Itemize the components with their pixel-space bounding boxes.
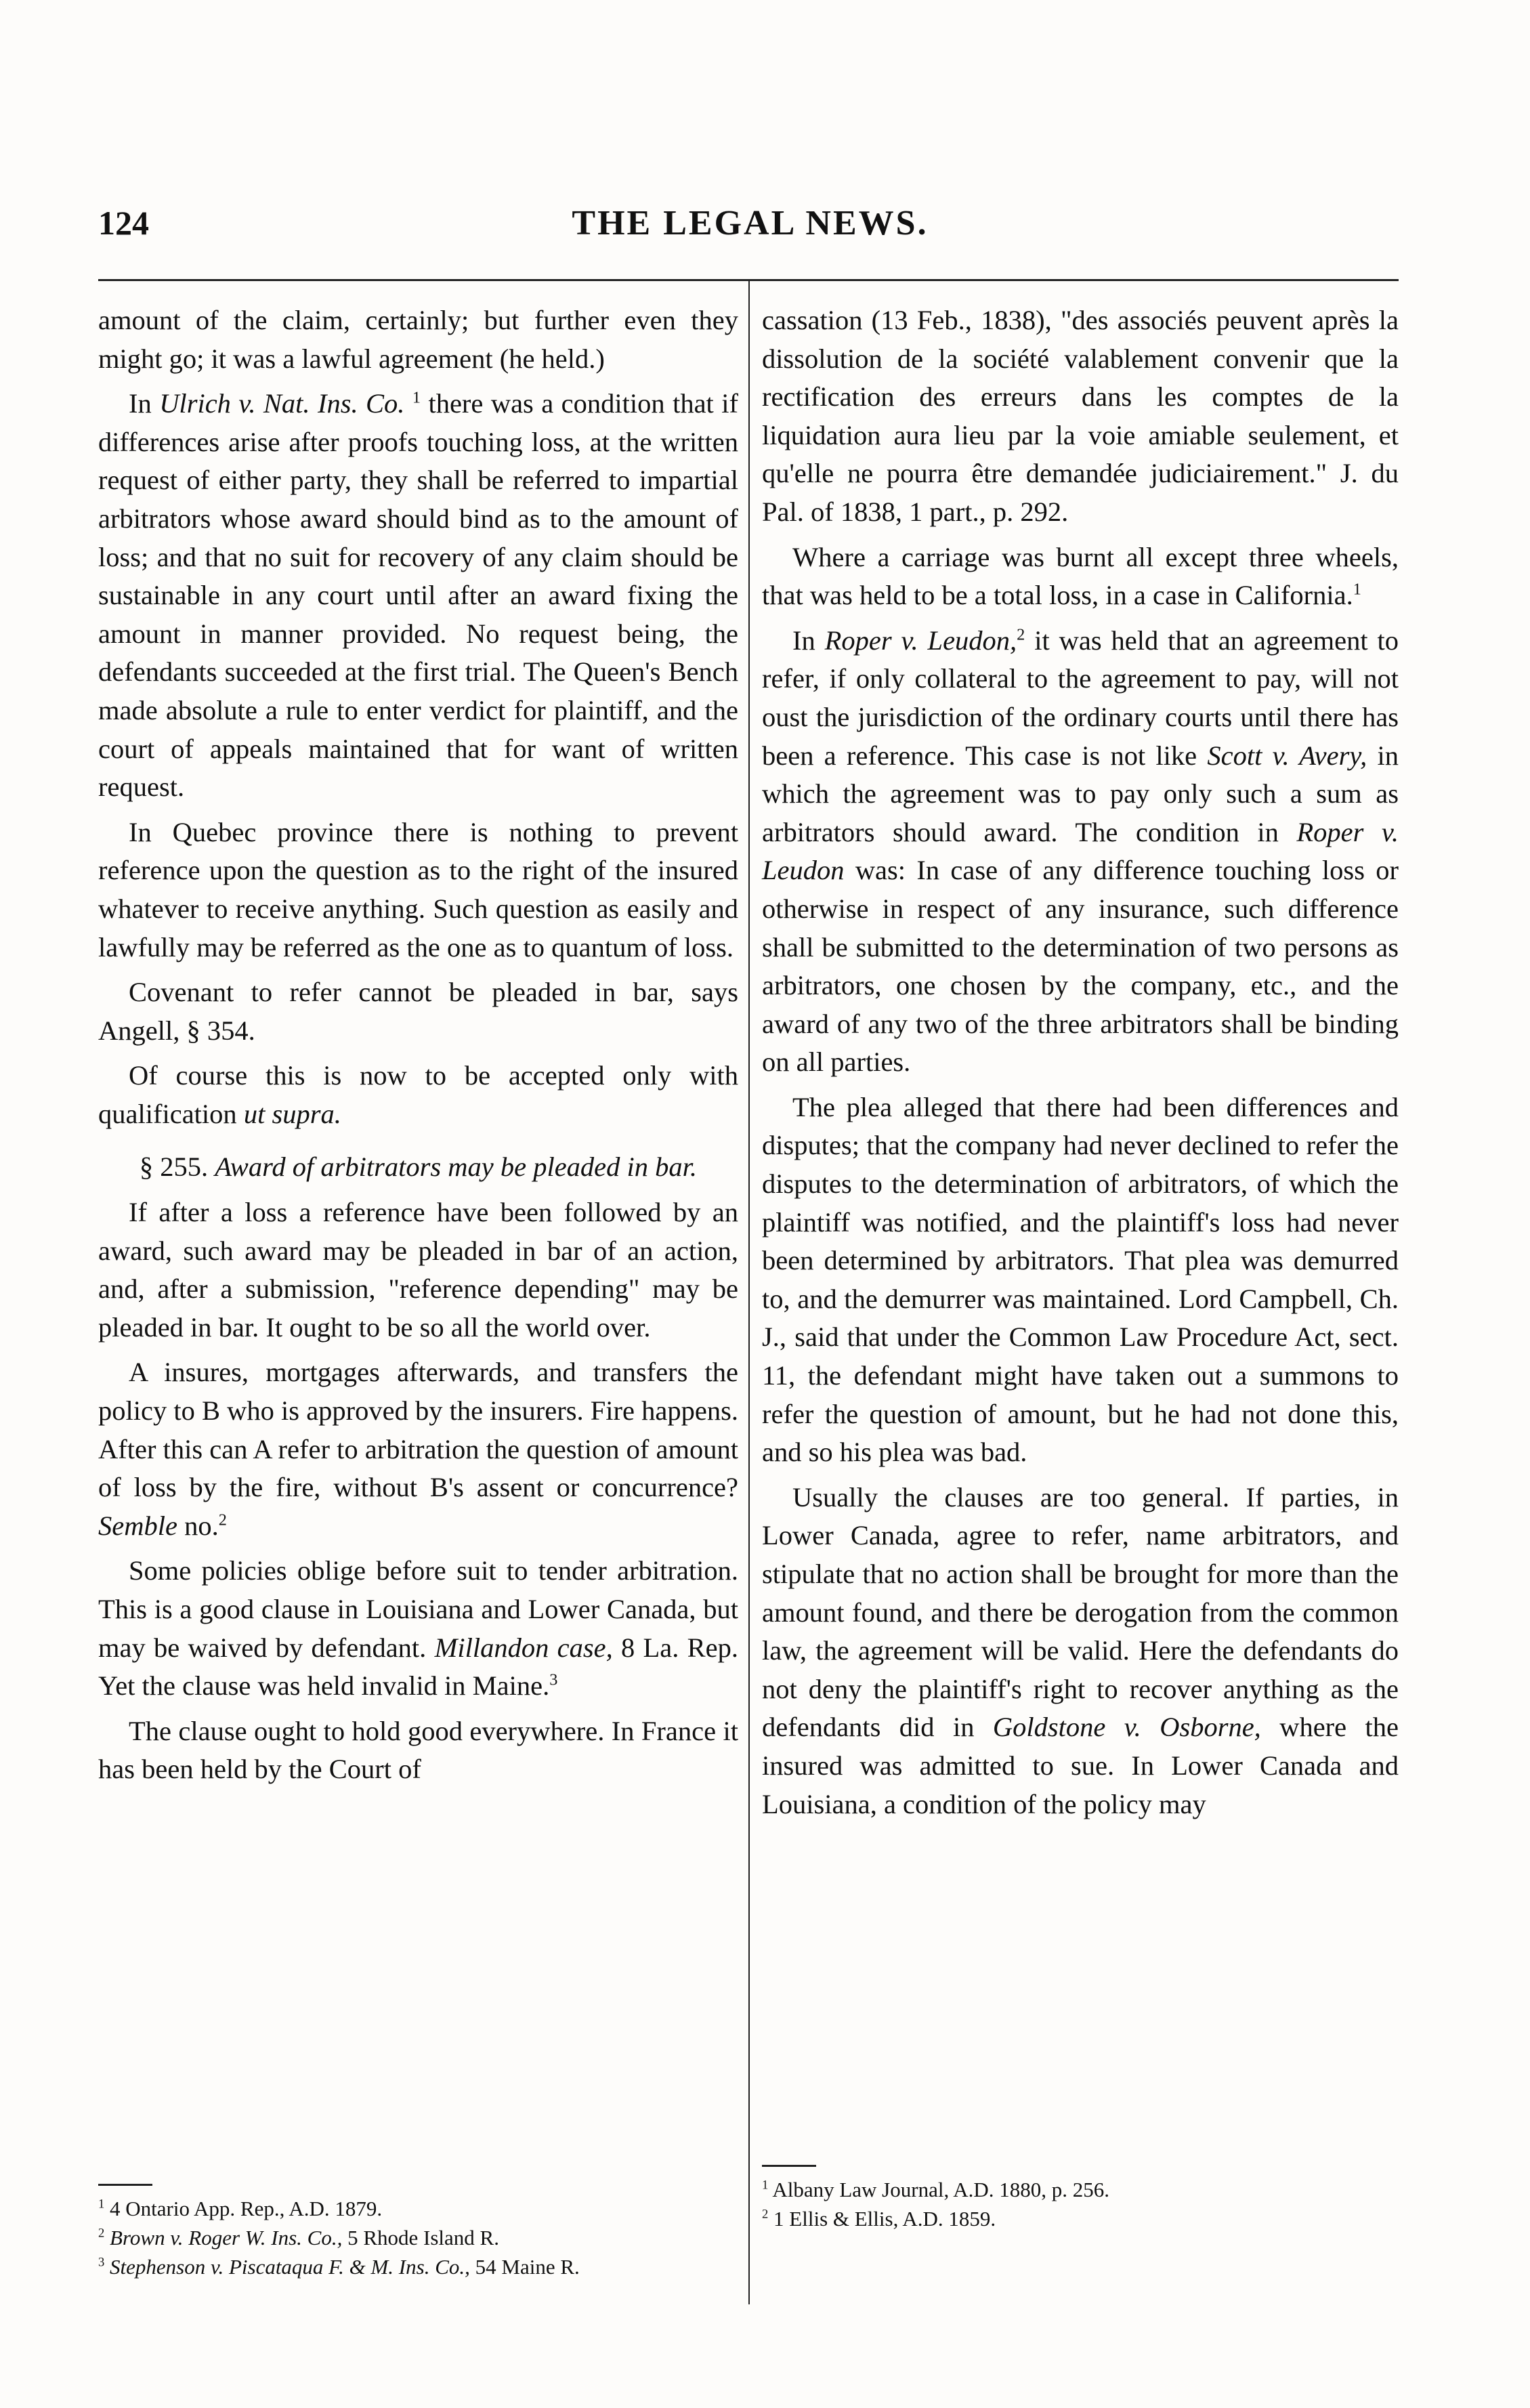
paragraph-text: no.	[184, 1510, 219, 1541]
footnote-ref: 2	[218, 1511, 227, 1529]
paragraph	[98, 1552, 738, 1705]
paragraph-text: Some policies oblige before suit to tender arbitration. This is a good clause in Louisiana and Lower Canada, but may be waived by defendant.	[98, 1555, 738, 1663]
paragraph-text: there was a condition that if differences arise after proofs touching loss, at the written request of either party, they shall be referred to impartial arbitrators whose award should bind as to the amount of loss; and that no suit for recovery of any claim should be sustainable in any court until after an award fixing the amount in manner provided. No request being, the defendants succeeded at the first trial. The Queen's Bench made absolute a rule to enter verdict for plaintiff, and the court of appeals maintained that for want of written request.	[98, 388, 738, 803]
footnote-rule	[98, 2184, 152, 2186]
footnote-ref: 2	[1017, 625, 1025, 644]
right-footnotes	[762, 2142, 1399, 2233]
footnote-text: 5 Rhode Island R.	[347, 2226, 499, 2249]
section-heading	[98, 1148, 738, 1187]
footnote-mark: 3	[98, 2255, 105, 2270]
paragraph	[98, 973, 738, 1050]
footnote-ref: 1	[1353, 580, 1361, 599]
footnote-mark: 2	[762, 2207, 769, 2222]
paragraph	[762, 1479, 1399, 1823]
paragraph	[98, 385, 738, 807]
footnote-text: 4 Ontario App. Rep., A.D. 1879.	[110, 2197, 383, 2220]
paragraph-text: where the insured was admitted to sue. In Lower Canada and Louisiana, a condition of the policy may	[762, 1712, 1399, 1819]
paragraph-text: was: In case of any difference touching loss or otherwise in respect of any insurance, such difference shall be submitted to the determination of two persons as arbitrators, one chosen by the company, etc., and the award of any two of the three arbitrators shall be binding on all parties.	[762, 855, 1399, 1078]
paragraph-text: If after a loss a reference have been followed by an award, such award may be pleaded in bar of an action, and, after a submission, "reference depending" may be pleaded in bar. It ought to be so all the world over.	[98, 1197, 738, 1343]
paragraph	[762, 622, 1399, 1082]
section-title: Award of arbitrators may be pleaded in bar.	[215, 1152, 698, 1183]
footnote	[762, 2204, 1399, 2233]
footnote	[98, 2223, 738, 2252]
emphasis: ut supra.	[243, 1098, 341, 1129]
paragraph-text: cassation (13 Feb., 1838), "des associés peuvent après la dissolution de la société valablement convenir que la rectification des erreurs dans les comptes de la liquidation aura lieu par la voie amiable seulement, et qu'elle ne pourra être demandée judiciairement." J. du Pal. of 1838, 1 part., p. 292.	[762, 305, 1399, 527]
running-title: THE LEGAL NEWS.	[572, 204, 929, 242]
footnote-rule	[762, 2165, 816, 2167]
footnote-ref: 1	[412, 388, 421, 407]
footnote-mark: 1	[762, 2178, 769, 2193]
footnote-mark: 1	[98, 2197, 105, 2212]
paragraph-text: In	[129, 388, 152, 419]
footnote-text: Albany Law Journal, A.D. 1880, p. 256.	[772, 2178, 1110, 2201]
paragraph-text: 8 La. Rep. Yet the clause was held invalid in Maine.	[98, 1632, 738, 1702]
case-citation: Millandon case,	[434, 1632, 613, 1663]
right-column	[762, 301, 1399, 1830]
paragraph	[762, 1089, 1399, 1472]
case-citation: Roper v. Leudon,	[824, 625, 1017, 656]
footnote	[98, 2194, 738, 2223]
paragraph-text: In	[792, 625, 815, 656]
paragraph-text: Where a carriage was burnt all except three wheels, that was held to be a total loss, in a case in California.	[762, 541, 1399, 611]
left-footnotes	[98, 2161, 738, 2281]
footnote-ref: 3	[549, 1670, 558, 1689]
column-divider	[748, 279, 750, 2304]
case-citation: Stephenson v. Piscataqua F. & M. Ins. Co.,	[110, 2255, 470, 2279]
paragraph	[762, 538, 1399, 615]
footnote	[762, 2175, 1399, 2204]
paragraph-text: in which the agreement was to pay only such a sum as arbitrators should award. The condition in	[762, 740, 1399, 847]
paragraph-text: The plea alleged that there had been differences and disputes; that the company had never declined to refer the disputes to the determination of arbitrators, of which the plaintiff was notified, and the plaintiff's loss had never been determined by arbitrators. That plea was demurred to, and the demurrer was maintained. Lord Campbell, Ch. J., said that under the Common Law Procedure Act, sect. 11, the defendant might have taken out a summons to refer the question of amount, but he had not done this, and so his plea was bad.	[762, 1091, 1399, 1468]
case-citation: Ulrich v. Nat. Ins. Co.	[159, 388, 405, 419]
left-column	[98, 301, 738, 1796]
paragraph	[98, 1057, 738, 1133]
footnote	[98, 2252, 738, 2281]
paragraph	[762, 301, 1399, 532]
footnote-mark: 2	[98, 2226, 105, 2241]
paragraph	[98, 1353, 738, 1545]
paragraph-text: amount of the claim, certainly; but further even they might go; it was a lawful agreement (he held.)	[98, 305, 738, 374]
paragraph	[98, 1194, 738, 1347]
paragraph-text: The clause ought to hold good everywhere. In France it has been held by the Court of	[98, 1715, 738, 1785]
case-citation: Goldstone v. Osborne,	[992, 1712, 1261, 1743]
paragraph-text: Usually the clauses are too general. If parties, in Lower Canada, agree to refer, name arbitrators, and stipulate that no action shall be brought for more than the amount found, and there be derogation from the common law, the agreement will be valid. Here the defendants do not deny the plaintiff's right to recover anything as the defendants did in	[762, 1481, 1399, 1743]
paragraph	[98, 301, 738, 378]
case-citation: Roper v. Leudon	[762, 816, 1399, 886]
case-citation: Brown v. Roger W. Ins. Co.,	[110, 2226, 343, 2249]
paragraph-text: In Quebec province there is nothing to prevent reference upon the question as to the right of the insured whatever to receive anything. Such question as easily and lawfully may be referred as the one as to quantum of loss.	[98, 816, 738, 963]
emphasis: Semble	[98, 1510, 177, 1541]
paragraph	[98, 814, 738, 967]
case-citation: Scott v. Avery,	[1207, 740, 1367, 771]
section-number: § 255.	[139, 1152, 209, 1183]
footnote-text: 1 Ellis & Ellis, A.D. 1859.	[773, 2207, 996, 2231]
paragraph-text: A insures, mortgages afterwards, and transfers the policy to B who is approved by the insurers. Fire happens. After this can A refer to arbitration the question of amount of loss by the fire, without B's assent or concurrence?	[98, 1357, 738, 1503]
paragraph-text: Of course this is now to be accepted only with qualification	[98, 1060, 738, 1129]
footnote-text: 54 Maine R.	[475, 2255, 580, 2279]
paragraph-text: Covenant to refer cannot be pleaded in bar, says Angell, § 354.	[98, 977, 738, 1046]
page-number: 124	[98, 204, 149, 242]
page-header	[98, 203, 1402, 257]
paragraph	[98, 1712, 738, 1789]
paragraph-text: it was held that an agreement to refer, if only collateral to the agreement to pay, will not oust the jurisdiction of the ordinary courts until there has been a reference. This case is not like	[762, 625, 1399, 771]
